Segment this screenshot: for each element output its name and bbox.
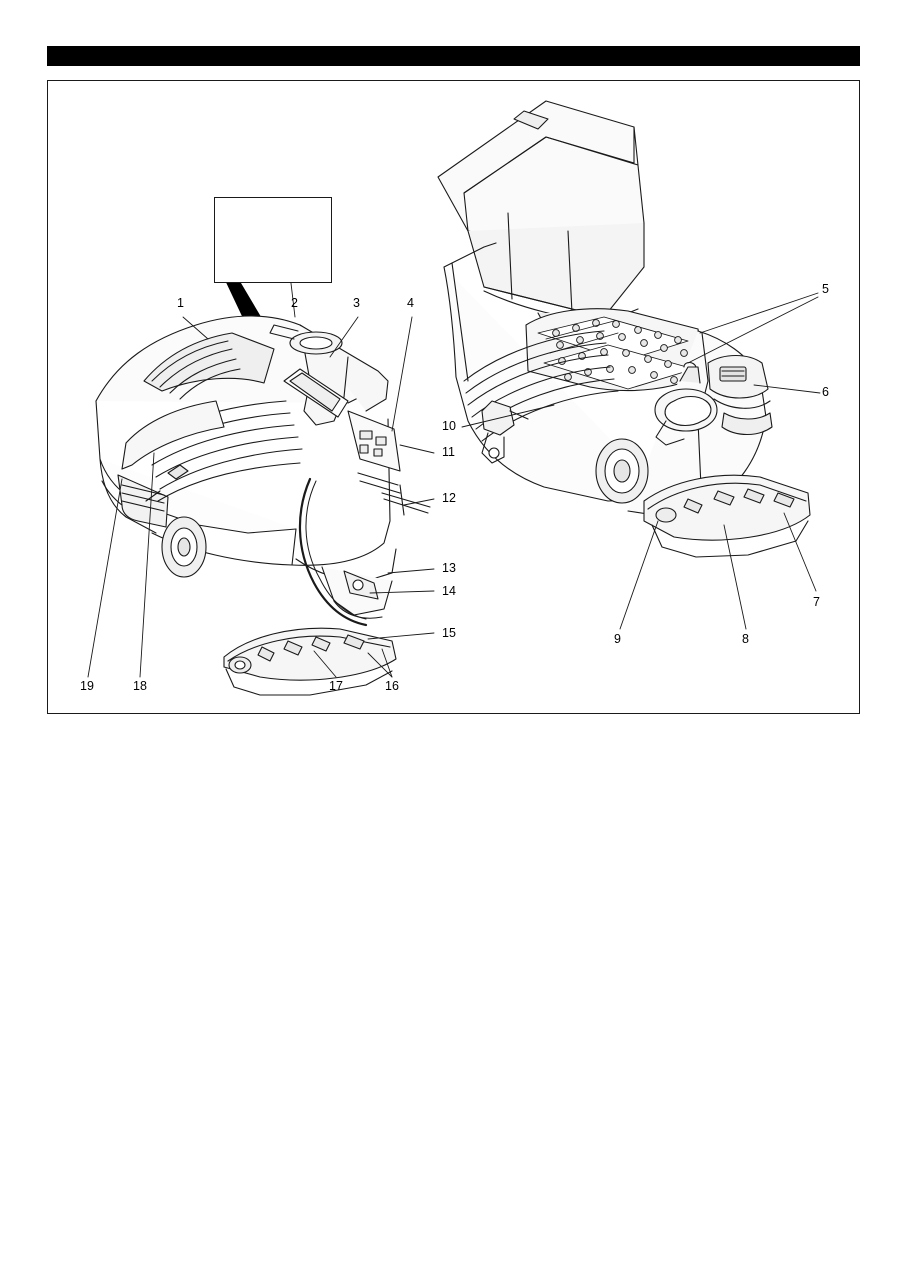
- callout-2: 2: [291, 296, 298, 310]
- callout-7: 7: [813, 595, 820, 609]
- callout-9: 9: [614, 632, 621, 646]
- callout-5: 5: [822, 282, 829, 296]
- callout-16: 16: [385, 679, 399, 693]
- callout-12: 12: [442, 491, 456, 505]
- callout-11: 11: [442, 445, 455, 459]
- callout-14: 14: [442, 584, 456, 598]
- callout-6: 6: [822, 385, 829, 399]
- callout-8: 8: [742, 632, 749, 646]
- detail-inset-frame: [214, 197, 332, 283]
- header-bar: [47, 46, 860, 66]
- machine-overview-illustration: [48, 81, 861, 715]
- callout-18: 18: [133, 679, 147, 693]
- figure-frame: [47, 80, 860, 714]
- callout-13: 13: [442, 561, 456, 575]
- callout-10: 10: [442, 419, 456, 433]
- callout-15: 15: [442, 626, 456, 640]
- callout-3: 3: [353, 296, 360, 310]
- callout-1: 1: [177, 296, 184, 310]
- callout-17: 17: [329, 679, 343, 693]
- callout-19: 19: [80, 679, 94, 693]
- callout-4: 4: [407, 296, 414, 310]
